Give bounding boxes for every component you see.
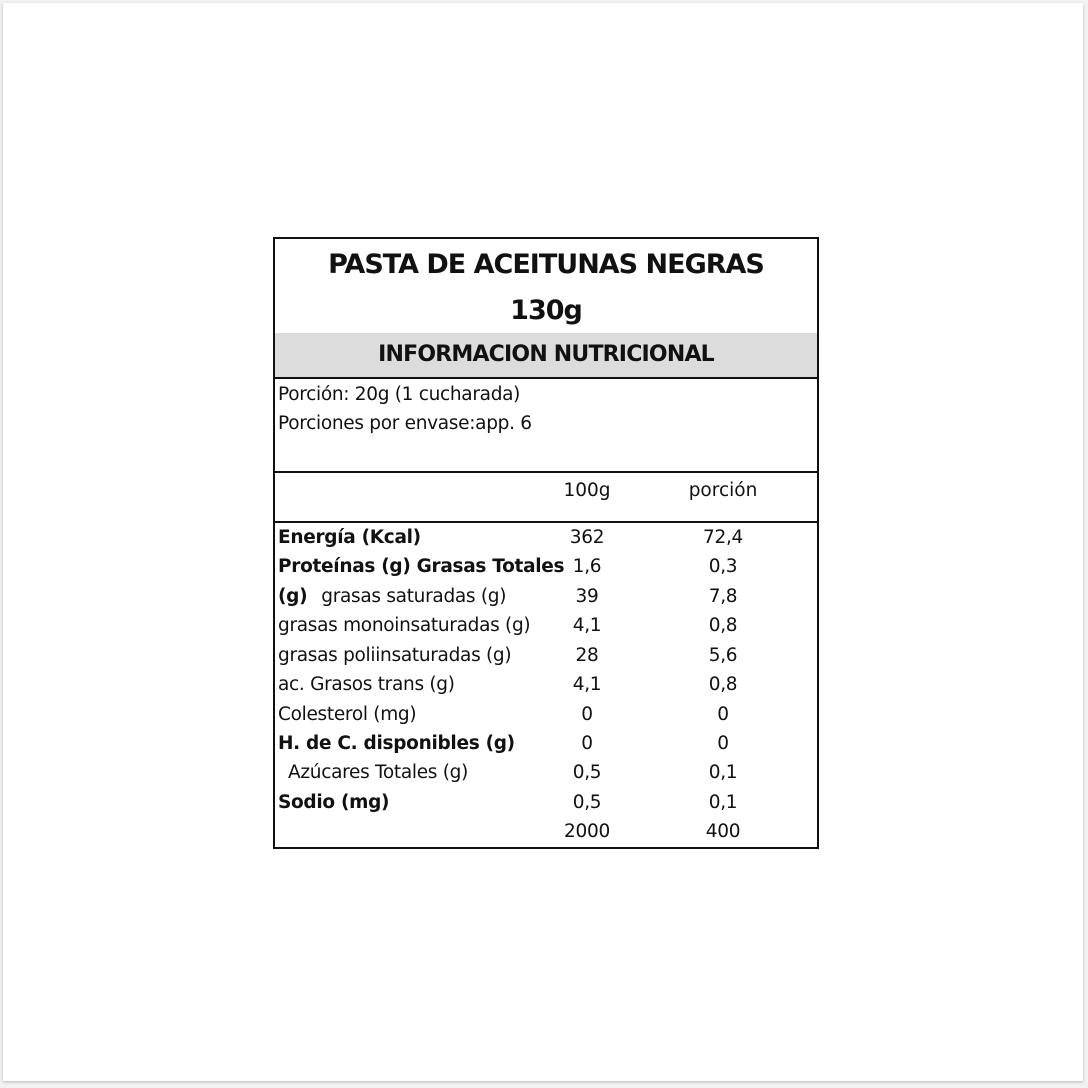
serving-info [275,379,817,473]
value-100g: 39 [575,586,599,607]
table-row [275,611,817,640]
value-portion: 400 [705,821,741,842]
table-row [275,670,817,699]
value-portion: 0,8 [708,615,738,636]
value-100g: 2000 [564,821,610,842]
value-portion: 0,1 [708,762,738,783]
value-portion: 0,8 [708,674,738,695]
table-row [275,700,817,729]
nutrient-name: grasas monoinsaturadas (g) [278,615,531,636]
table-row [275,758,817,787]
portion-size: Porción: 20g (1 cucharada) [278,384,521,405]
section-title: INFORMACION NUTRICIONAL [275,333,817,379]
value-portion: 0,3 [708,556,738,577]
page-frame [3,3,1083,1081]
nutrient-name: Proteínas (g) Grasas Totales [278,556,565,577]
nutrition-label [273,237,819,849]
nutrient-name: Azúcares Totales (g) [288,762,468,783]
column-header-portion: porción [688,480,758,501]
value-100g: 0 [581,733,593,754]
value-100g: 1,6 [572,556,602,577]
value-100g: 0,5 [572,792,602,813]
value-100g: 0 [581,704,593,725]
table-row [275,582,817,611]
product-name: PASTA DE ACEITUNAS NEGRAS [328,249,764,280]
table-row [275,788,817,817]
nutrient-name: ac. Grasos trans (g) [278,674,455,695]
nutrient-name: (g) [278,586,308,607]
table-row [275,817,817,846]
value-100g: 362 [569,527,605,548]
column-header-row [275,473,817,523]
title-block [275,239,817,335]
value-portion: 7,8 [708,586,738,607]
value-100g: 4,1 [572,615,602,636]
value-portion: 5,6 [708,645,738,666]
value-portion: 0 [717,704,729,725]
servings-per-pack: Porciones por envase:app. 6 [278,413,532,434]
value-100g: 4,1 [572,674,602,695]
table-row [275,641,817,670]
value-100g: 28 [575,645,599,666]
table-row [275,552,817,581]
table-row [275,729,817,758]
value-100g: 0,5 [572,762,602,783]
table-row [275,523,817,552]
column-header-100g: 100g [563,480,611,501]
nutrient-name: grasas poliinsaturadas (g) [278,645,512,666]
value-portion: 72,4 [703,527,743,548]
nutrient-name: Energía (Kcal) [278,527,421,548]
nutrient-name: Colesterol (mg) [278,704,417,725]
value-portion: 0 [717,733,729,754]
nutrient-name: Sodio (mg) [278,792,390,813]
product-weight: 130g [510,295,582,326]
nutrient-name-group [278,582,506,611]
nutrient-name: H. de C. disponibles (g) [278,733,515,754]
value-portion: 0,1 [708,792,738,813]
nutrient-subname: grasas saturadas (g) [321,586,507,607]
